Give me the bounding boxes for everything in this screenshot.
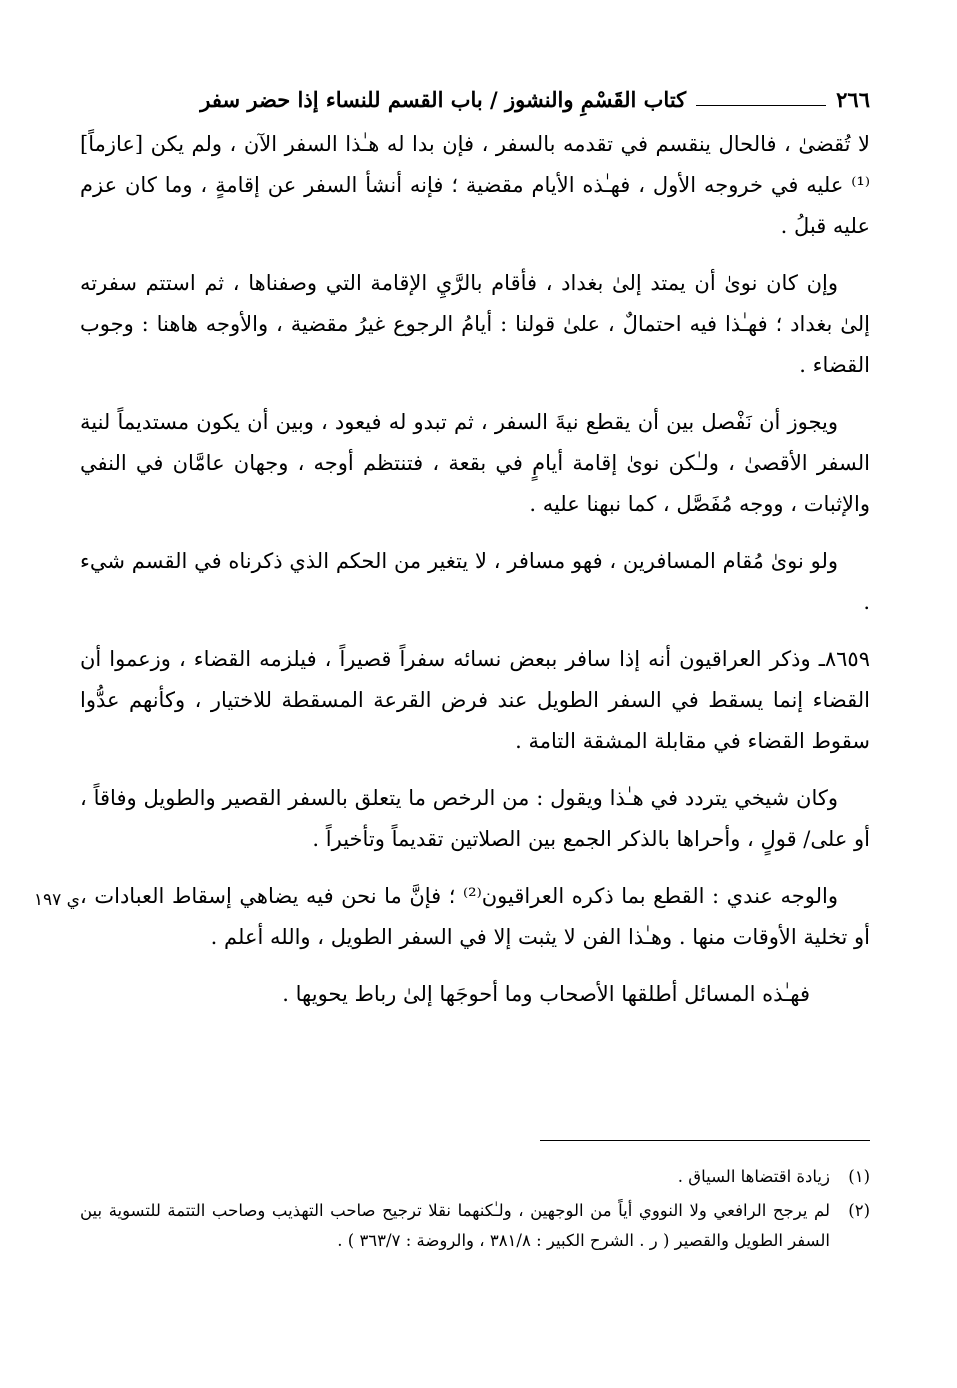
paragraph-6: وكان شيخي يتردد في هـٰذا ويقول : من الرخص ما يتعلق بالسفر القصير والطويل وفاقاً ، أو على/ قولٍ ، وأحراها بالذكر الجمع بين الصلاتين تقديماً وتأخيراً . [80, 786, 870, 851]
paragraph-4: ولو نوىٰ مُقام المسافرين ، فهو مسافر ، لا يتغير من الحكم الذي ذكرناه في القسم شيء . [80, 549, 870, 614]
paragraph-1: لا تُقضىٰ ، فالحال ينقسم في تقدمه بالسفر ، فإن بدا له هـٰذا السفر الآن ، ولم يكن [عازماً]⁽¹⁾ عليه في خروجه الأول ، فهـٰذه الأيام مقضية ؛ فإنه أنشأ السفر عن إقامةٍ ، وما كان عزم عليه قبلُ . [80, 132, 870, 238]
paragraph-2: وإن كان نوىٰ أن يمتد إلىٰ بغداد ، فأقام بالرَّيِ الإقامة التي وصفناها ، ثم استتم سفرته إلىٰ بغداد ؛ فهـٰذا فيه احتمالٌ ، علىٰ قولنا : أيامُ الرجوع غيرُ مقضية ، والأوجه هاهنا : وجوب القضاء . [80, 271, 870, 377]
paragraph-8: فهـٰذه المسائل أطلقها الأصحاب وما أحوجَها إلىٰ رباط يحويها . [282, 982, 810, 1006]
footnote-1 [80, 1162, 870, 1192]
header-rule [696, 105, 826, 106]
paragraph-7: والوجه عندي : القطع بما ذكره العراقيون⁽²⁾ ؛ فإنَّ ما نحن فيه يضاهي إسقاط العبادات ، أو تخلية الأوقات منها . وهـٰذا الفن لا يثبت إلا في السفر الطويل ، والله أعلم . [80, 884, 870, 949]
main-text [80, 124, 870, 1031]
footnotes [80, 1162, 870, 1260]
footnote-text: لم يرجح الرافعي ولا النووي أياً من الوجهين ، ولـٰكنهما نقلا ترجيح صاحب التهذيب وصاحب التتمة للتسوية بين السفر الطويل والقصير ( ر . الشرح الكبير : ٣٨١/٨ ، والروضة : ٣٦٣/٧ ) . [80, 1201, 830, 1250]
running-title: كتاب القَسْمِ والنشوز / باب القسم للنساء إذا حضر سفر [200, 86, 687, 112]
margin-note: ي ١٩٧ [33, 890, 80, 910]
footnote-marker: (١) [848, 1167, 870, 1186]
footnote-rule [540, 1140, 870, 1141]
page-header [80, 80, 870, 118]
paragraph-3: ويجوز أن نَفْصل بين أن يقطع نيةَ السفر ، ثم تبدو له فيعود ، وبين أن يكون مستديماً لنية السفر الأقصىٰ ، ولـٰكن نوىٰ إقامة أيامٍ في بقعة ، فتنتظم أوجه ، وجهان عامَّان في النفي والإثبات ، ووجه مُفَصَّل ، كما نبهنا عليه . [80, 410, 870, 516]
footnote-text: زيادة اقتضاها السياق . [677, 1167, 830, 1186]
paragraph-5: ٨٦٥٩ـ وذكر العراقيون أنه إذا سافر ببعض نسائه سفراً قصيراً ، فيلزمه القضاء ، وزعموا أن القضاء إنما يسقط في السفر الطويل عند فرض القرعة المسقطة للاختيار ، وكأنهم عدُّوا سقوط القضاء في مقابلة المشقة التامة . [80, 647, 870, 753]
footnote-2 [80, 1196, 870, 1256]
footnote-marker: (٢) [848, 1201, 870, 1220]
page-number: ٢٦٦ [836, 86, 870, 112]
